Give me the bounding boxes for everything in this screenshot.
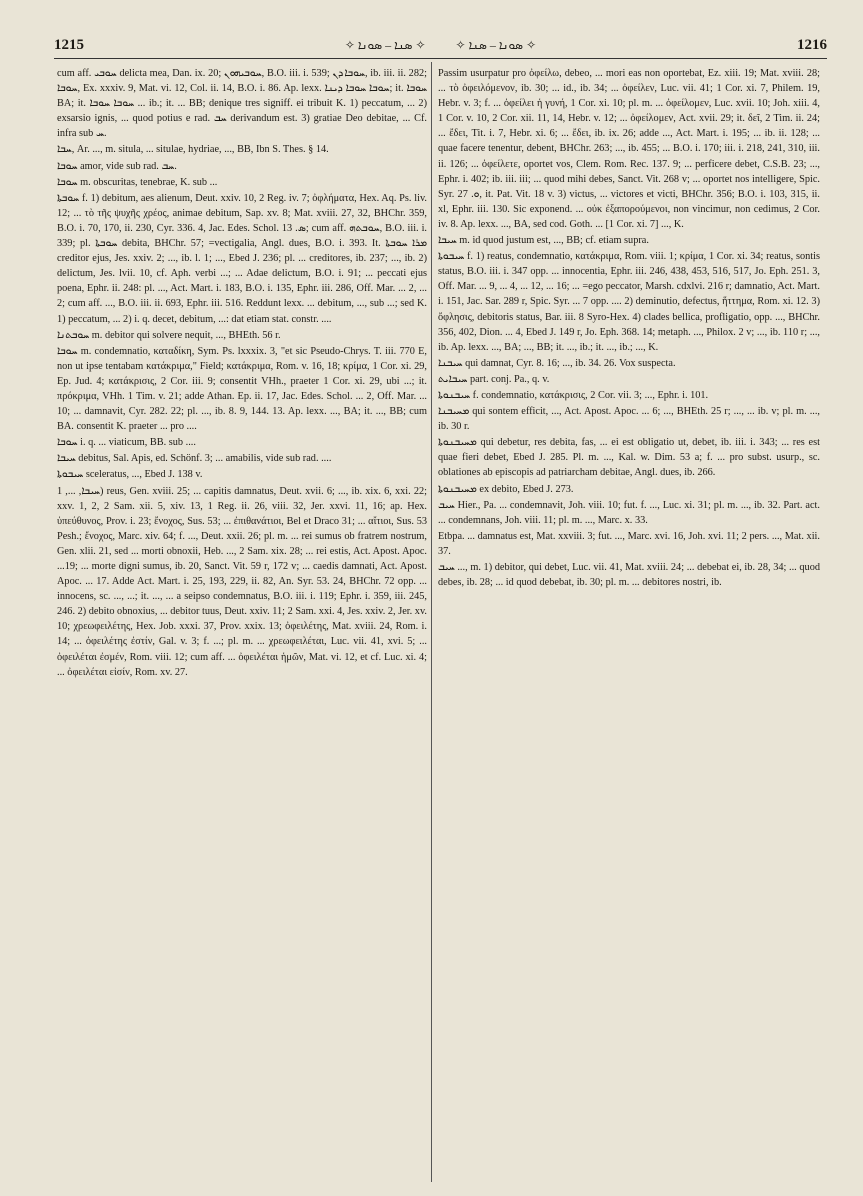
column-divider	[431, 62, 432, 1182]
dictionary-entry: ܚܒܐ, Ar. ..., m. situla, ... situlae, hydriae, ..., BB, Ibn S. Thes. § 14.	[57, 144, 329, 156]
running-heads	[345, 38, 536, 53]
dictionary-entry: ܚܝܒܐܝܬ part. conj. Pa., q. v.	[438, 373, 550, 385]
dictionary-entry: ܚܘܒܬܐ f. 1) debitum, aes alienum, Deut. xxiv. 10, 2 Reg. iv. 7; ὀφλήματα, Hex. Aq. Ps. liv. 12; ... τὸ τῆς ψυχῆς χρέος, animae debitum, Sap. xv. 8; Mat. xviii. 27, 32, BHChr. 359, B.O. i. 70, 170, ii. 230, Cyr. 336. 4, Jac. Edes. Schol. ܣ. 13; cum aff. ܚܘܒܬܗ, B.O. iii. i. 339; pl. ܚܘܒܬܐ debita, BHChr. 57; =vectigalia, Angl. dues, B.O. i. 393. It. ܡܪܐ ܚܘܒܬܐ creditor ejus, Jes. xxiv. 2; ..., ib. l. 1; ..., Ebed J. 236; pl. ... creditores, ib. 237; ..., ib. 2) delictum, Jes. lvii. 10, cf. Aph. verbi ...; ... Adae delictum, B.O. i. 91; ... peccati ejus poena, Ephr. ii. 248: pl. ..., Act. Mart. i. 183, B.O. i. 135, Ephr. iii. 286, Off. Mar. ... 2, ... 2; cum aff. ..., B.O. iii. ii. 693, Ephr. iii. 516. Reddunt lexx. ... debitum, ..., sub ...; sed K. 1) peccatum, ... 2) i. q. decet, debitum, ...: dat etiam stat. constr. ....	[57, 192, 427, 325]
page-header	[54, 34, 827, 56]
left-column	[57, 66, 427, 1174]
dictionary-entry: ܚܝܒܢܐ qui damnat, Cyr. 8. 16; ..., ib. 34. 26. Vox suspecta.	[438, 357, 676, 369]
dictionary-entry: ܚܝܒ ..., m. 1) debitor, qui debet, Luc. vii. 41, Mat. xviii. 24; ... debebat ei, ib. 28, 34; ... quod debes, ib. 28; ... id quod debebat, ib. 30; pl. m. ... debitores nostri, ib.	[438, 562, 820, 589]
dictionary-entry: ܚܘܒܐ m. obscuritas, tenebrae, K. sub ...	[57, 176, 218, 188]
dictionary-entry: ܚܘܒܐ i. q. ... viaticum, BB. sub ....	[57, 437, 196, 449]
dictionary-entry: ܚܝܒ Hier., Pa. ... condemnavit, Joh. viii. 10; fut. f. ..., Luc. xi. 31; pl. m. ..., ib. 32. Part. act. ... condemnans, Joh. viii. 11; pl. m. ..., Marc. x. 33.	[438, 499, 820, 526]
dictionary-entry: Passim usurpatur pro ὀφείλω, debeo, ... mori eas non oportebat, Ez. xiii. 19; Mat. xviii. 28; ... τὸ ὀφειλόμενον, ib. 30; ... id., ib. 34; ... ὀφείλεν, Luc. vii. 41; 1 Cor. xi. 7, Philem. 19, Hebr. v. 3; f. ... ὀφείλει ἡ γυνή, 1 Cor. xi. 10; pl. m. ... ὀφείλομεν, Luc. xvii. 10; Joh. xiii. 4, 1 Cor. v. 10, 2 Cor. xii. 11, 14, Hebr. v. 12; ... ὀφείλομεν, Act. xvii. 29; it. δεῖ, 2 Tim. ii. 24; ... ἔδει, Tit. i. 7, Hebr. xi. 6; ... ἔδει, ib. ix. 26; adde ..., Act. Mart. i. 195; ... ib. ii. 128; ... quae facere tenentur, debent, BHChr. 263; ..., ib. 455; ... B.O. i. 170; iii. i. 218, 241, 310, iii. ii. 126; ... ὀφείλετε, oportet vos, Clem. Rom. Rec. 137. 9; ... perficere debet, C.S.B. 23; ..., Ephr. i. 402; ib. iii. iii; ... quod mihi debes, Sanct. Vit. 268 v; ... oportet nos intelligere, Spic. Syr. ܘ. 27, it. Pat. Vit. 18 v. 3) victus, ... victores et victi, BHChr. 356; B.O. i. 103, 315, ii. xl, Ephr. iii. 130. Sic exponend. ... οὐκ ἐξαπορούμενοι, non vincimur, non cedimus, 2 Cor. iv. 8. Ap. lexx. ..., BA, sed cod. Goth. ... [1 Cor. xi. 7] ..., K.	[438, 68, 820, 230]
dictionary-entry: ܚܘܒܬܢܐ m. debitor qui solvere nequit, ..., BHEth. 56 r.	[57, 329, 281, 341]
dictionary-entry: ܚܝܒܐ debitus, Sal. Apis, ed. Schönf. 3; ... amabilis, vide sub rad. ....	[57, 453, 332, 465]
dictionary-entry: ܚܝܒܐ, ..., 1) reus, Gen. xviii. 25; ... capitis damnatus, Deut. xvii. 6; ..., ib. xix. 6, xxi. 22; xxv. 1, 2, 2 Sam. xii. 5, xiv. 13, 1 Reg. ii. 26, viii. 32, Jer. xxvi. 11, 16; ap. Hex. ὑπεύθυνος, Prov. i. 23; ἔνοχος, Sus. 53; ... ἐπιθανάτιοι, Bel et Draco 31; ... αἴτιοι, Sus. 53 Pesh.; ἔνοχος, Marc. xiv. 64; f. ..., Deut. xxii. 26; pl. m. ... rei sumus ob fratrem nostrum, Gen. xlii. 21, sed ... morti obnoxii, Heb. ..., 2 Sam. xix. 28; ... rei estis, Act. Apost. Apoc. ...19; ... morte digni sumus, ib. 20, Sanct. Vit. 59 r, 172 v; ... caedis damnati, Act. Apost. Apoc. ... 17. Adde Act. Mart. i. 25, 193, 229, ii. 82, An. Syr. 53. 24, BHChr. 72 opp. ... innocens, sc. ..., ...; it. ..., ... a seipso condemnatus, B.O. iii. i. 119; Ephr. i. 359, iii. 245, 246. 2) debito obnoxius, ... debitor tuus, Deut. xxiv. 11; 2 Sam. xxi. 4, Jes. xxiv. 2, Jer. xv. 10; χρεωφειλέτης, Hex. Job. xxxi. 37, Prov. xxix. 13; ὀφειλέτης, Mat. xviii. 24, Rom. i. 14; ... ὀφειλέτης ἐστίν, Gal. v. 3; f. ...; pl. m. ... χρεωφειλέται, Luc. vii. 41, xvi. 5; ... ὀφειλέται ἐσμέν, Rom. viii. 12; cum aff. ... ὀφειλέται ἡμῶν, Mat. vi. 12, et cf. Luc. xi. 4; ... ὀφειλέται εἰσίν, Rom. xv. 27.	[57, 485, 427, 678]
left-running-head: ✧ ܣܢܐ – ܣܘܢܐ ✧	[344, 37, 426, 52]
dictionary-entry: ܚܝܒܘܬܐ f. 1) reatus, condemnatio, κατάκριμα, Rom. viii. 1; κρίμα, 1 Cor. xi. 34; reatus, sontis status, B.O. iii. i. 347 opp. ... innocentia, Ephr. iii. 246, 438, 453, 516, 517, Jo. Eph. 251. 3, Off. Mar. ... 9, ... 4, ... 12, ... 16; ... =ego peccator, Marsh. cdxlvi. 216 r; damnatio, Act. Mart. i. 151, Jac. Sar. 289 r, Spic. Syr. ... 7 opp. .... 2) deminutio, defectus, ἥττημα, Rom. xi. 12. 3) ὄφλησις, debitoris status, Bar. iii. 8 Syro-Hex. 4) clades bellica, profligatio, opp. ..., BHChr. 356, 402, Dion. ... 4, Ebed J. 149 r, Jo. Eph. 368. 14; metaph. ..., Philox. 2 v; ..., ib. 110 r; ..., ib. Ap. lexx. ..., BA; ..., BB; it. ..., ib.; it. ..., ib.; ..., K.	[438, 251, 820, 353]
dictionary-entry: cum aff. ܚܘܒܝ delicta mea, Dan. ix. 20; ܚܘܒܝܗܘܢ, B.O. iii. i. 539; ܚܘܒܐ ܕܢ, ib. iii. ii. 282; ܚܘܒܐ, Ex. xxxiv. 9, Mat. vi. 12, Col. ii. 14, B.O. i. 86. Ap. lexx. ܚܘܒܐ ܚܘܒܐ ܕܝܢܐ; it. ܚܘܒܐ BA; it. ܚܘܒܐ ܚܘܒܐ ... ib.; it. ... BB; denique tres signiff. ei tribuit K. 1) peccatum, ... 2) exsarsio ignis, ... quod potius e rad. ܚܒ derivandum est. 3) gratiae Deo debitae, ... Cf. infra sub ܚ.	[57, 68, 427, 140]
dictionary-entry: Etbpa. ... damnatus est, Mat. xxviii. 3; fut. ..., Marc. xvi. 16, Joh. xvi. 11; 2 pers. ..., Mat. xii. 37.	[438, 530, 820, 557]
left-page-number: 1215	[54, 36, 84, 53]
right-column	[438, 66, 820, 1174]
dictionary-entry: ܡܚܝܒܢܘܬܐ ex debito, Ebed J. 273.	[438, 483, 574, 495]
dictionary-entry: ܚܝܒܢܘܬܐ f. condemnatio, κατάκρισις, 2 Cor. vii. 3; ..., Ephr. i. 101.	[438, 389, 709, 401]
dictionary-entry: ܚܘܒܐ amor, vide sub rad. ܚܒ.	[57, 160, 177, 172]
dictionary-entry: ܚܘܒܐ m. condemnatio, καταδίκη, Sym. Ps. lxxxix. 3, "et sic Pseudo-Chrys. T. iii. 770 E, non ut ipse tentabam κατάκριμα," Field; κατάκριμα, Rom. v. 16, 18; κρίμα, 1 Cor. xi. 29, Ep. Jud. 4; κατάκρισις, 2 Cor. iii. 9; consentit VHh., praeter 1 Cor. xi. 29, ubi ...; it. πρόκριμα, VHh. 1 Tim. v. 21; adde Athan. Ep. ii. 17, Jac. Edes. Schol. ... 2, Off. Mar. ... 10; ... damnavit, Cyr. 282. 22; pl. ..., ib. 8. 9, 144. 13. Ap. lexx. ..., BA; it. ..., BB; cum BA. consentit K. praeter ... pro ....	[57, 345, 427, 433]
dictionary-entry: ܡܚܝܒܢܘܬܐ qui debetur, res debita, fas, ... ei est obligatio ut, debet, ib. iii. i. 343; ... res est quae fieri debet, Ebed J. 285. Pl. m. ..., Kal. w. Dim. 53 a; f. ... pro subst. usurp., sc. oblationes ab episcopis ad patriarcham debitae, Angl. dues, ib. 266.	[438, 437, 820, 479]
dictionary-entry: ܚܝܒܘܬܐ sceleratus, ..., Ebed J. 138 v.	[57, 469, 203, 481]
right-page-number: 1216	[797, 36, 827, 53]
header-rule	[54, 58, 827, 59]
dictionary-entry: ܡܚܝܒܢܐ qui sontem efficit, ..., Act. Apost. Apoc. ... 6; ..., BHEth. 25 r; ..., ... ib. v; pl. m. ..., ib. 30 r.	[438, 406, 820, 433]
dictionary-entry: ܚܝܒܐ m. id quod justum est, ..., BB; cf. etiam supra.	[438, 235, 649, 247]
right-running-head: ✧ ܣܘܢܐ – ܣܢܐ ✧	[455, 37, 537, 52]
